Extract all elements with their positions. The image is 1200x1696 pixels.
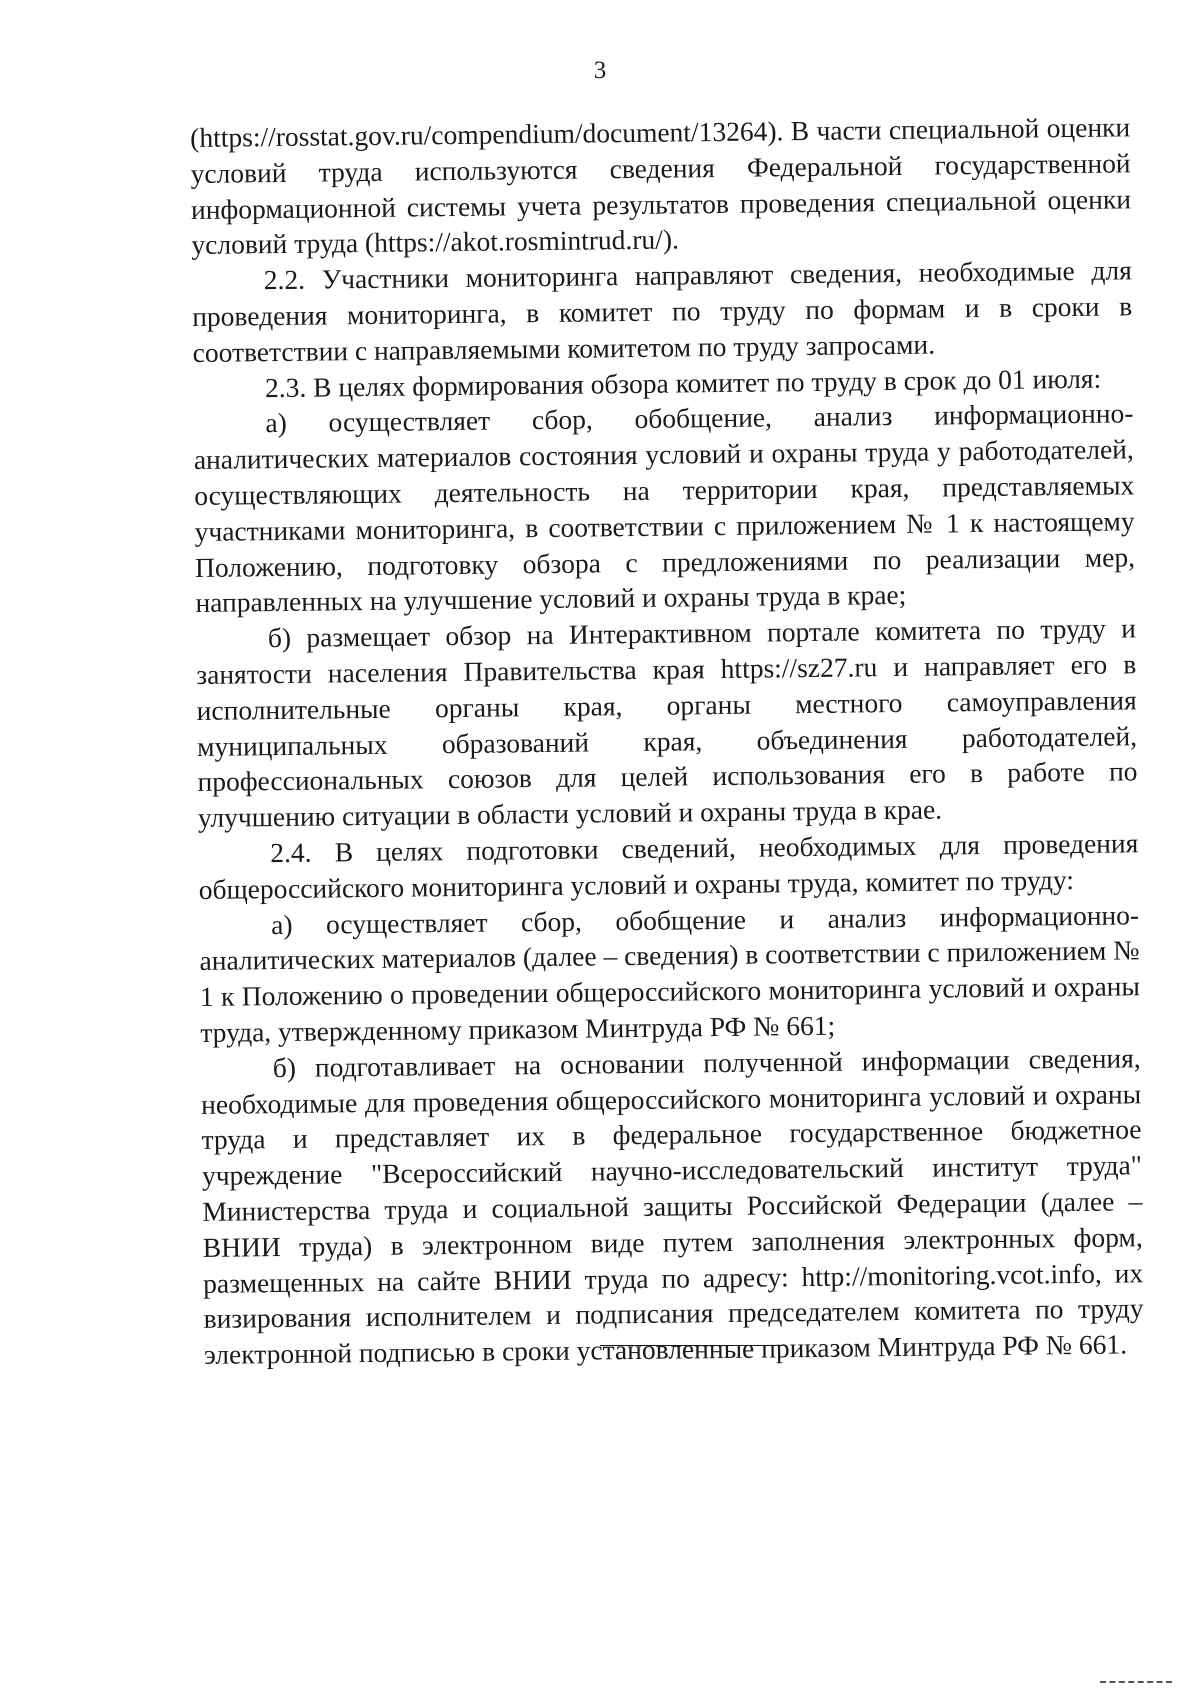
page-number: 3 xyxy=(593,57,607,84)
document-body xyxy=(190,109,1144,1372)
paragraph-2-4-a: а) осуществляет сбор, обобщение и анализ информационно-аналитических материалов (далее – сведения) в соответствии с приложением № 1 к Положению о проведении общероссийского мониторинга условий и охраны труда, утвержденному приказом Минтруда РФ № 661; xyxy=(199,898,1141,1048)
paragraph-intro-continuation: (https://rosstat.gov.ru/compendium/document/13264). В части специальной оценки условий труда используются сведения Федеральной государственной информационной системы учета результатов проведения специальной оценки условий труда (https://akot.rosmintrud.ru/). xyxy=(190,111,1132,261)
paragraph-2-3-b: б) размещает обзор на Интерактивном портале комитета по труду и занятости населения Правительства края https://sz27.ru и направляет его в исполнительные органы края, органы местного самоуправления муниципальных образований края, объединения работодателей, профессиональных союзов для целей использования его в работе по улучшению ситуации в области условий и охраны труда в крае. xyxy=(196,612,1138,834)
paragraph-2-3-a: а) осуществляет сбор, обобщение, анализ информационно-аналитических материалов состояния условий и охраны труда у работодателей, осуществляющих деятельность на территории края, представляемых участниками мониторинга, в соответствии с приложением № 1 к настоящему Положению, подготовку обзора с предложениями по реализации мер, направленных на улучшение условий и охраны труда в крае; xyxy=(193,397,1136,619)
paragraph-2-4: 2.4. В целях подготовки сведений, необходимых для проведения общероссийского мониторинга условий и охраны труда, комитет по труду: xyxy=(198,827,1139,905)
paragraph-2-4-b: б) подготавливает на основании полученной информации сведения, необходимые для проведения общероссийского мониторинга условий и охраны труда и представляет их в федеральное государственное бюджетное учреждение "Всероссийский научно-исследовательский институт труда" Министерства труда и социальной защиты Российской Федерации (далее – ВНИИ труда) в электронном виде путем заполнения электронных форм, размещенных на сайте ВНИИ труда по адресу: http://monitoring.vcot.info, их визирования исполнителем и подписания председателем комитета по труду электронной подписью в сроки установленные приказом Минтруда РФ № 661. xyxy=(200,1041,1144,1371)
end-of-document-rule xyxy=(600,1345,782,1346)
scan-edge-mark xyxy=(1100,1681,1172,1683)
paragraph-2-3: 2.3. В целях формирования обзора комитет по труду в срок до 01 июля: xyxy=(264,362,1102,403)
paragraph-2-2: 2.2. Участники мониторинга направляют сведения, необходимые для проведения мониторинга, в комитет по труду по формам и в сроки в соответствии с направляемыми комитетом по труду запросами. xyxy=(192,254,1133,368)
